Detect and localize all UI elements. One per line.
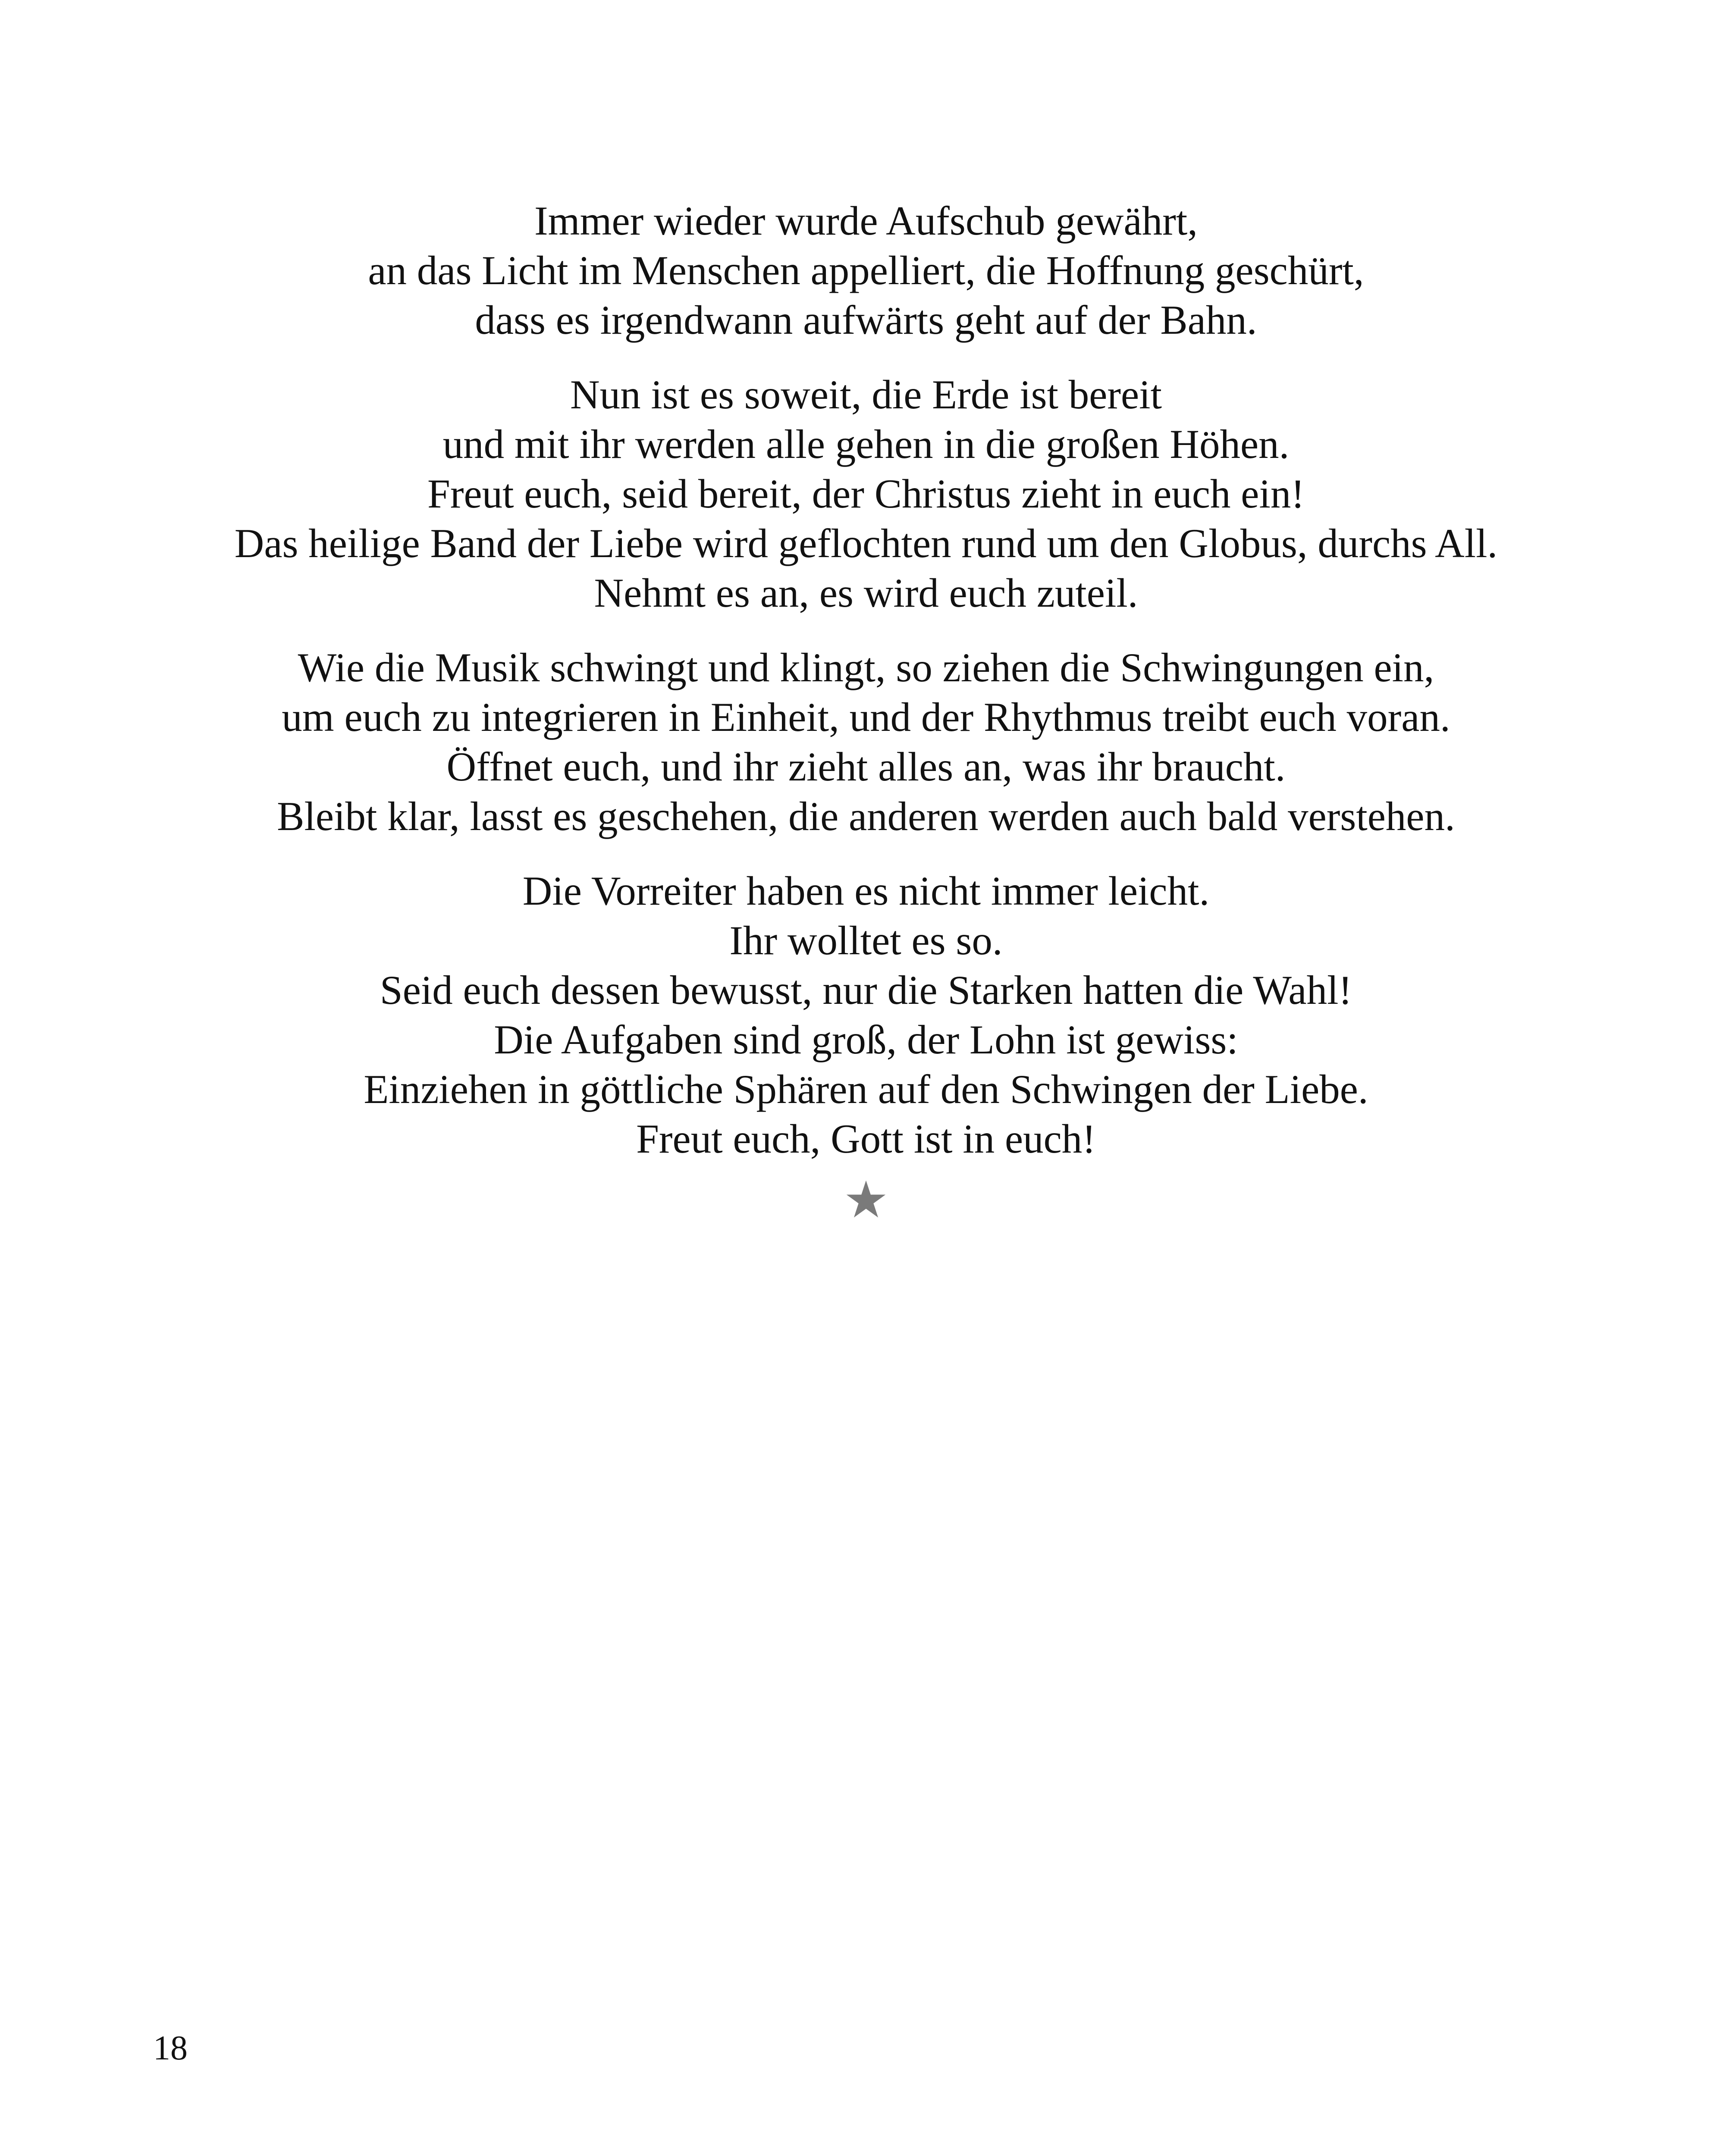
poem-line: Einziehen in göttliche Sphären auf den Schwingen der Liebe. bbox=[364, 1066, 1368, 1112]
poem-line: Das heilige Band der Liebe wird geflochten rund um den Globus, durchs All. bbox=[234, 520, 1498, 566]
poem bbox=[0, 196, 1732, 1228]
poem-line: dass es irgendwann aufwärts geht auf der Bahn. bbox=[475, 297, 1257, 343]
poem-line: Nehmt es an, es wird euch zuteil. bbox=[594, 570, 1138, 616]
poem-line: Freut euch, seid bereit, der Christus zieht in euch ein! bbox=[427, 471, 1305, 517]
poem-line: Immer wieder wurde Aufschub gewährt, bbox=[534, 198, 1198, 244]
poem-line: Wie die Musik schwingt und klingt, so ziehen die Schwingungen ein, bbox=[298, 645, 1434, 690]
poem-line: Nun ist es soweit, die Erde ist bereit bbox=[570, 372, 1162, 417]
stanza-1 bbox=[0, 196, 1732, 345]
poem-line: um euch zu integrieren in Einheit, und der Rhythmus treibt euch voran. bbox=[282, 694, 1450, 740]
stanza-3 bbox=[0, 643, 1732, 841]
poem-line: an das Licht im Menschen appelliert, die Hoffnung geschürt, bbox=[368, 248, 1364, 293]
poem-line: Seid euch dessen bewusst, nur die Starken hatten die Wahl! bbox=[380, 967, 1352, 1013]
poem-line: Öffnet euch, und ihr zieht alles an, was ihr braucht. bbox=[446, 744, 1286, 790]
page-number: 18 bbox=[153, 2029, 188, 2067]
poem-line: Ihr wolltet es so. bbox=[729, 918, 1003, 963]
stanza-4 bbox=[0, 866, 1732, 1164]
stanza-2 bbox=[0, 370, 1732, 618]
star-icon: ★ bbox=[843, 1170, 889, 1229]
poem-line: Die Aufgaben sind groß, der Lohn ist gewiss: bbox=[494, 1017, 1238, 1062]
poem-line: und mit ihr werden alle gehen in die großen Höhen. bbox=[442, 421, 1290, 467]
poem-line: Die Vorreiter haben es nicht immer leicht. bbox=[522, 868, 1210, 914]
poem-line: Freut euch, Gott ist in euch! bbox=[636, 1116, 1096, 1162]
poem-line: Bleibt klar, lasst es geschehen, die anderen werden auch bald verstehen. bbox=[277, 793, 1455, 839]
